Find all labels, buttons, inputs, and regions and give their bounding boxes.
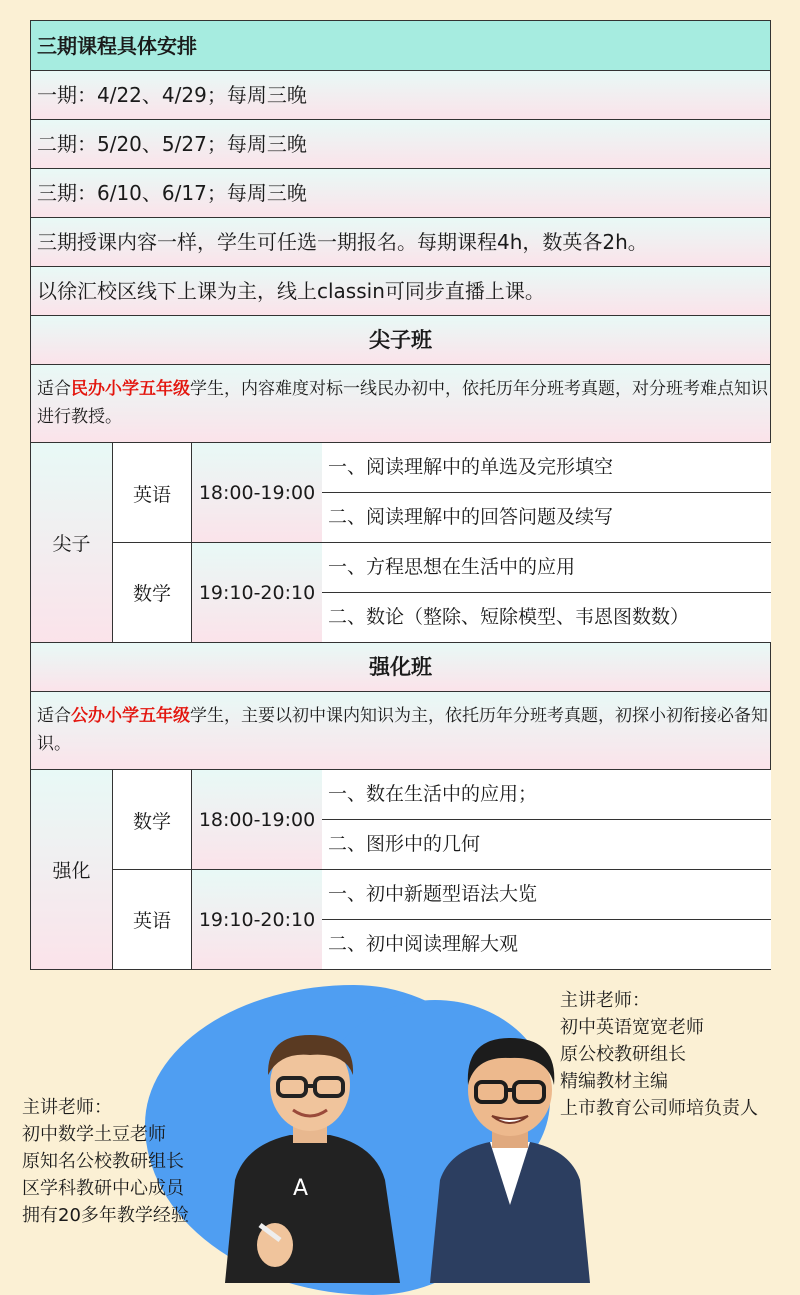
desc-prefix: 适合 [37, 706, 71, 726]
schedule-row: 三期：6/10、6/17；每周三晚 [30, 169, 771, 218]
topic-cell: 二、图形中的几何 [322, 820, 771, 870]
topic-cell: 一、方程思想在生活中的应用 [322, 543, 771, 593]
divider [113, 542, 771, 543]
desc-prefix: 适合 [37, 379, 71, 399]
class-b-title: 强化班 [30, 643, 771, 692]
topic-cell: 一、阅读理解中的单选及完形填空 [322, 443, 771, 493]
class-b-description [30, 692, 771, 770]
time-cell: 18:00-19:00 [192, 443, 323, 543]
subject-cell: 英语 [113, 870, 192, 969]
class-a-description [30, 365, 771, 443]
topic-cell: 二、阅读理解中的回答问题及续写 [322, 493, 771, 543]
topic-cell: 一、初中新题型语法大览 [322, 870, 771, 920]
class-a-highlight: 民办小学五年级 [71, 379, 190, 399]
time-cell: 19:10-20:10 [192, 870, 323, 969]
desc-text: 学生，内容难度对标一线民办初中，依托历年分班考真题，对分班考难点知识进行教授。 [37, 379, 768, 427]
schedule-row: 二期：5/20、5/27；每周三晚 [30, 120, 771, 169]
divider [322, 592, 771, 593]
teacher-label: 主讲老师： [560, 990, 650, 1011]
topic-cell: 一、数在生活中的应用； [322, 770, 771, 820]
schedule-row: 以徐汇校区线下上课为主，线上classin可同步直播上课。 [30, 267, 771, 316]
time-cell: 18:00-19:00 [192, 770, 323, 870]
teacher-line: 上市教育公司师培负责人 [560, 1098, 758, 1119]
teacher-line: 拥有20多年教学经验 [22, 1205, 189, 1226]
teacher-line: 初中英语宽宽老师 [560, 1017, 704, 1038]
subject-cell: 英语 [113, 443, 192, 543]
subject-cell: 数学 [113, 543, 192, 642]
schedule-table [30, 20, 771, 970]
divider [322, 492, 771, 493]
teacher-line: 原知名公校教研组长 [22, 1151, 184, 1172]
teacher-label: 主讲老师： [22, 1097, 112, 1118]
schedule-title: 三期课程具体安排 [30, 20, 771, 71]
class-a-title: 尖子班 [30, 316, 771, 365]
english-teacher-info [560, 987, 758, 1122]
math-teacher-info [22, 1094, 189, 1229]
class-a-label: 尖子 [31, 443, 113, 642]
svg-text:A: A [293, 1176, 309, 1201]
divider [322, 919, 771, 920]
math-teacher-illustration [205, 1030, 415, 1283]
schedule-row: 三期授课内容一样，学生可任选一期报名。每期课程4h，数英各2h。 [30, 218, 771, 267]
topic-cell: 二、初中阅读理解大观 [322, 920, 771, 969]
class-b-label: 强化 [31, 770, 113, 969]
teacher-line: 原公校教研组长 [560, 1044, 686, 1065]
class-b-highlight: 公办小学五年级 [71, 706, 190, 726]
subject-cell: 数学 [113, 770, 192, 870]
desc-text: 学生，主要以初中课内知识为主，依托历年分班考真题，初探小初衔接必备知识。 [37, 706, 768, 754]
time-cell: 19:10-20:10 [192, 543, 323, 642]
teacher-line: 区学科教研中心成员 [22, 1178, 184, 1199]
divider [322, 819, 771, 820]
teacher-line: 精编教材主编 [560, 1071, 668, 1092]
class-a-grid [30, 443, 771, 643]
teacher-line: 初中数学土豆老师 [22, 1124, 166, 1145]
class-b-grid [30, 770, 771, 970]
topic-cell: 二、数论（整除、短除模型、韦恩图数数） [322, 593, 771, 642]
schedule-row: 一期：4/22、4/29；每周三晚 [30, 71, 771, 120]
divider [113, 869, 771, 870]
